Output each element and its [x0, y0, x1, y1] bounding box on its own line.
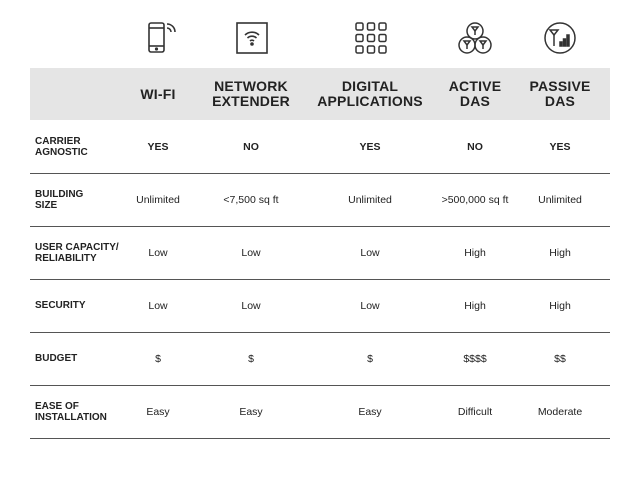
table-cell: Unlimited — [538, 193, 582, 206]
table-cell: Easy — [239, 405, 263, 418]
table-cell: High — [464, 246, 486, 259]
table-cell: YES — [147, 140, 169, 153]
table-cell: Easy — [358, 405, 382, 418]
wall-router-icon — [232, 18, 272, 58]
table-cell: $ — [248, 352, 254, 365]
table-cell: Low — [148, 246, 168, 259]
row-label: USER CAPACITY/ RELIABILITY — [35, 241, 119, 264]
table-cell: Low — [241, 299, 261, 312]
table-cell: Unlimited — [136, 193, 180, 206]
table-cell: $$$$ — [463, 352, 487, 365]
row-label: CARRIER AGNOSTIC — [35, 135, 88, 158]
table-cell: $$ — [554, 352, 566, 365]
column-header-passive-das: PASSIVE DAS — [529, 78, 591, 109]
table-cell: Low — [360, 299, 380, 312]
row-label: SECURITY — [35, 300, 86, 311]
column-header-digital-applications: DIGITAL APPLICATIONS — [317, 78, 423, 109]
antenna-cluster-icon — [455, 18, 495, 58]
table-cell: Difficult — [457, 405, 493, 418]
table-cell: Low — [148, 299, 168, 312]
table-cell: $ — [155, 352, 161, 365]
signal-bars-icon — [540, 18, 580, 58]
row-label: EASE OF INSTALLATION — [35, 400, 107, 423]
table-cell: <7,500 sq ft — [223, 193, 279, 206]
table-cell: High — [549, 246, 571, 259]
table-cell: YES — [359, 140, 381, 153]
table-cell: Low — [241, 246, 261, 259]
table-cell: NO — [243, 140, 259, 153]
table-cell: Easy — [146, 405, 170, 418]
table-cell: High — [464, 299, 486, 312]
column-header-network-extender: NETWORK EXTENDER — [212, 78, 290, 109]
table-cell: >500,000 sq ft — [441, 193, 509, 206]
table-cell: NO — [467, 140, 483, 153]
table-cell: High — [549, 299, 571, 312]
app-grid-icon — [351, 18, 391, 58]
row-label: BUDGET — [35, 353, 78, 364]
table-cell: YES — [549, 140, 571, 153]
row-label: BUILDING SIZE — [35, 188, 84, 211]
column-header-active-das: ACTIVE DAS — [448, 78, 502, 109]
table-cell: Low — [360, 246, 380, 259]
smartphone-wifi-icon — [140, 18, 180, 58]
row-divider — [30, 438, 610, 439]
table-cell: $ — [367, 352, 373, 365]
table-cell: Moderate — [537, 405, 583, 418]
column-header-wifi: WI-FI — [140, 85, 176, 102]
table-cell: Unlimited — [348, 193, 392, 206]
